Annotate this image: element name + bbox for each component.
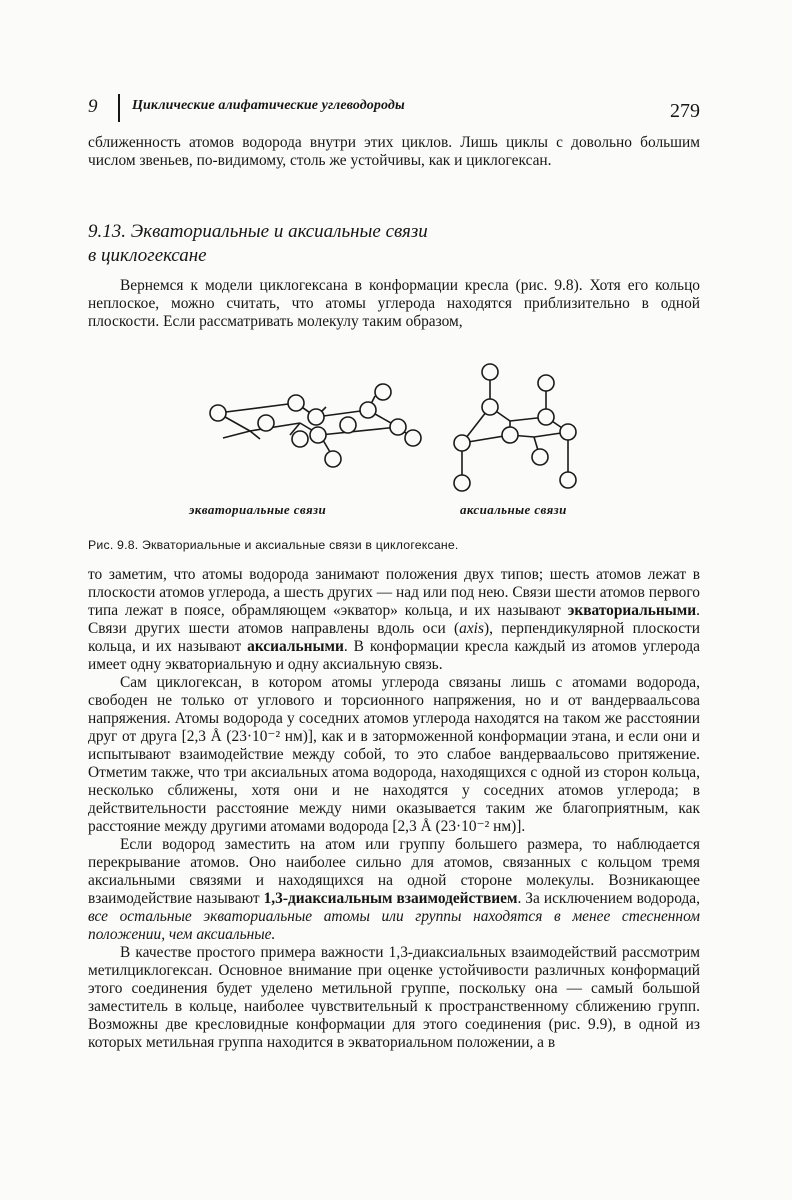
running-head bbox=[88, 96, 700, 126]
header-divider bbox=[118, 94, 120, 122]
ax-atom bbox=[482, 399, 498, 415]
term-diaxial: 1,3-диаксиальным взаимодействием bbox=[263, 890, 518, 907]
equatorial-label: экваториальные связи bbox=[189, 502, 327, 517]
ax-atom bbox=[454, 475, 470, 491]
paragraph-5: В качестве простого примера важности 1,3-диаксиальных взаимодействий рассмотрим метилциклогексан. Основное внимание при оценке устойчивости различных конформаций этого соединения будет уделено метильной группе, поскольку она — самый большой заместитель в кольце, наиболее чувствительный к пространственному сближению групп. Возможны две кресловидные конформации для этого соединения (рис. 9.9), в одной из которых метильная группа находится в экваториальном положении, а в bbox=[88, 944, 700, 1051]
eq-bond bbox=[218, 403, 296, 413]
eq-atom bbox=[340, 417, 356, 433]
paragraph-2 bbox=[88, 566, 700, 674]
ax-atom bbox=[482, 364, 498, 380]
cyclohexane-diagram bbox=[168, 355, 628, 500]
eq-atom bbox=[405, 430, 421, 446]
p4-part2: . За исключением водорода, bbox=[517, 890, 700, 907]
eq-atom bbox=[292, 431, 308, 447]
eq-atom bbox=[258, 415, 274, 431]
eq-atom bbox=[210, 405, 226, 421]
ax-atom bbox=[538, 409, 554, 425]
paragraph-1-block bbox=[88, 277, 700, 331]
eq-atom bbox=[310, 427, 326, 443]
ax-atom bbox=[560, 424, 576, 440]
intro-paragraph: сближенность атомов водорода внутри этих циклов. Лишь циклы с довольно большим числом звеньев, по-видимому, столь же устойчивы, как и циклогексан. bbox=[88, 134, 700, 169]
chapter-number: 9 bbox=[88, 96, 98, 117]
chapter-title: Циклические алифатические углеводороды bbox=[132, 98, 405, 113]
eq-atom bbox=[360, 402, 376, 418]
p4-part1: Если водород заместить на атом или группу большего размера, то наблюдается перекрывание атомов. Оно наиболее сильно для атомов, связанных с кольцом тремя аксиальными связями и находящихся на одной стороне молекулы. Возникающее взаимодействие называют bbox=[88, 836, 700, 907]
ax-atom bbox=[538, 375, 554, 391]
eq-bond bbox=[223, 431, 250, 438]
intro-paragraph-block bbox=[88, 134, 700, 170]
ax-atom bbox=[454, 435, 470, 451]
axial-label: аксиальные связи bbox=[460, 502, 567, 517]
ax-atom bbox=[502, 427, 518, 443]
eq-atom bbox=[288, 395, 304, 411]
section-heading-line1: 9.13. Экваториальные и аксиальные связи bbox=[88, 221, 428, 242]
axial-chair-model bbox=[454, 364, 576, 491]
eq-atom bbox=[390, 419, 406, 435]
term-axis: axis bbox=[459, 620, 484, 637]
page-number: 279 bbox=[670, 100, 700, 122]
term-axial: аксиальными bbox=[247, 638, 344, 655]
eq-atom bbox=[375, 384, 391, 400]
term-equatorial: экваториальными bbox=[567, 602, 697, 619]
p2-part4: . В конформации кресла каждый из атомов углерода имеет одну экваториальную и одну аксиальную связь. bbox=[88, 638, 701, 673]
p2-part1: то заметим, что атомы водорода занимают положения двух типов; шесть атомов лежат в плоскости атомов углерода, а шесть других — над или под нею. Связи шести атомов первого типа лежат в поясе, обрамляющем «экватор» кольца, и их называют bbox=[88, 566, 700, 619]
equatorial-chair-model bbox=[210, 384, 421, 467]
p2-part3: ), перпендикулярной плоскости кольца, и их называют bbox=[88, 620, 700, 655]
eq-atom bbox=[308, 409, 324, 425]
p4-italic-statement: все остальные экваториальные атомы или группы находятся в менее стесненном положении, чем аксиальные. bbox=[88, 908, 700, 943]
eq-bond bbox=[320, 427, 398, 435]
figure-caption: Рис. 9.8. Экваториальные и аксиальные связи в циклогексане. bbox=[88, 538, 459, 552]
paragraph-4 bbox=[88, 836, 700, 944]
figure-9-8 bbox=[168, 355, 628, 530]
body-text bbox=[88, 566, 700, 1052]
section-heading bbox=[88, 220, 428, 268]
paragraph-1: Вернемся к модели циклогексана в конформации кресла (рис. 9.8). Хотя его кольцо неплоское, можно считать, что атомы углерода находятся приблизительно в одной плоскости. Если рассматривать молекулу таким образом, bbox=[88, 277, 700, 330]
paragraph-3: Сам циклогексан, в котором атомы углерода связаны лишь с атомами водорода, свободен не только от углового и торсионного напряжения, но и от вандерваальсова напряжения. Атомы водорода у соседних атомов углерода находятся на таком же расстоянии друг от друга [2,3 Å (23·10⁻² нм)], как и в заторможенной конформации этана, и если они и испытывают взаимодействие между собой, то это слабое вандерваальсово притяжение. Отметим также, что три аксиальных атома водорода, находящихся с одной из сторон кольца, несколько сближены, хотя они и не находятся у соседних атомов углерода; в действительности расстояние между ними оказывается таким же благоприятным, как расстояние между другими атомами водорода [2,3 Å (23·10⁻² нм)]. bbox=[88, 674, 700, 835]
ax-atom bbox=[532, 449, 548, 465]
ax-atom bbox=[560, 472, 576, 488]
section-heading-line2: в циклогексане bbox=[88, 245, 207, 266]
eq-atom bbox=[325, 451, 341, 467]
p2-part2: . Связи других шести атомов направлены вдоль оси ( bbox=[88, 602, 700, 637]
eq-bond bbox=[250, 431, 260, 439]
